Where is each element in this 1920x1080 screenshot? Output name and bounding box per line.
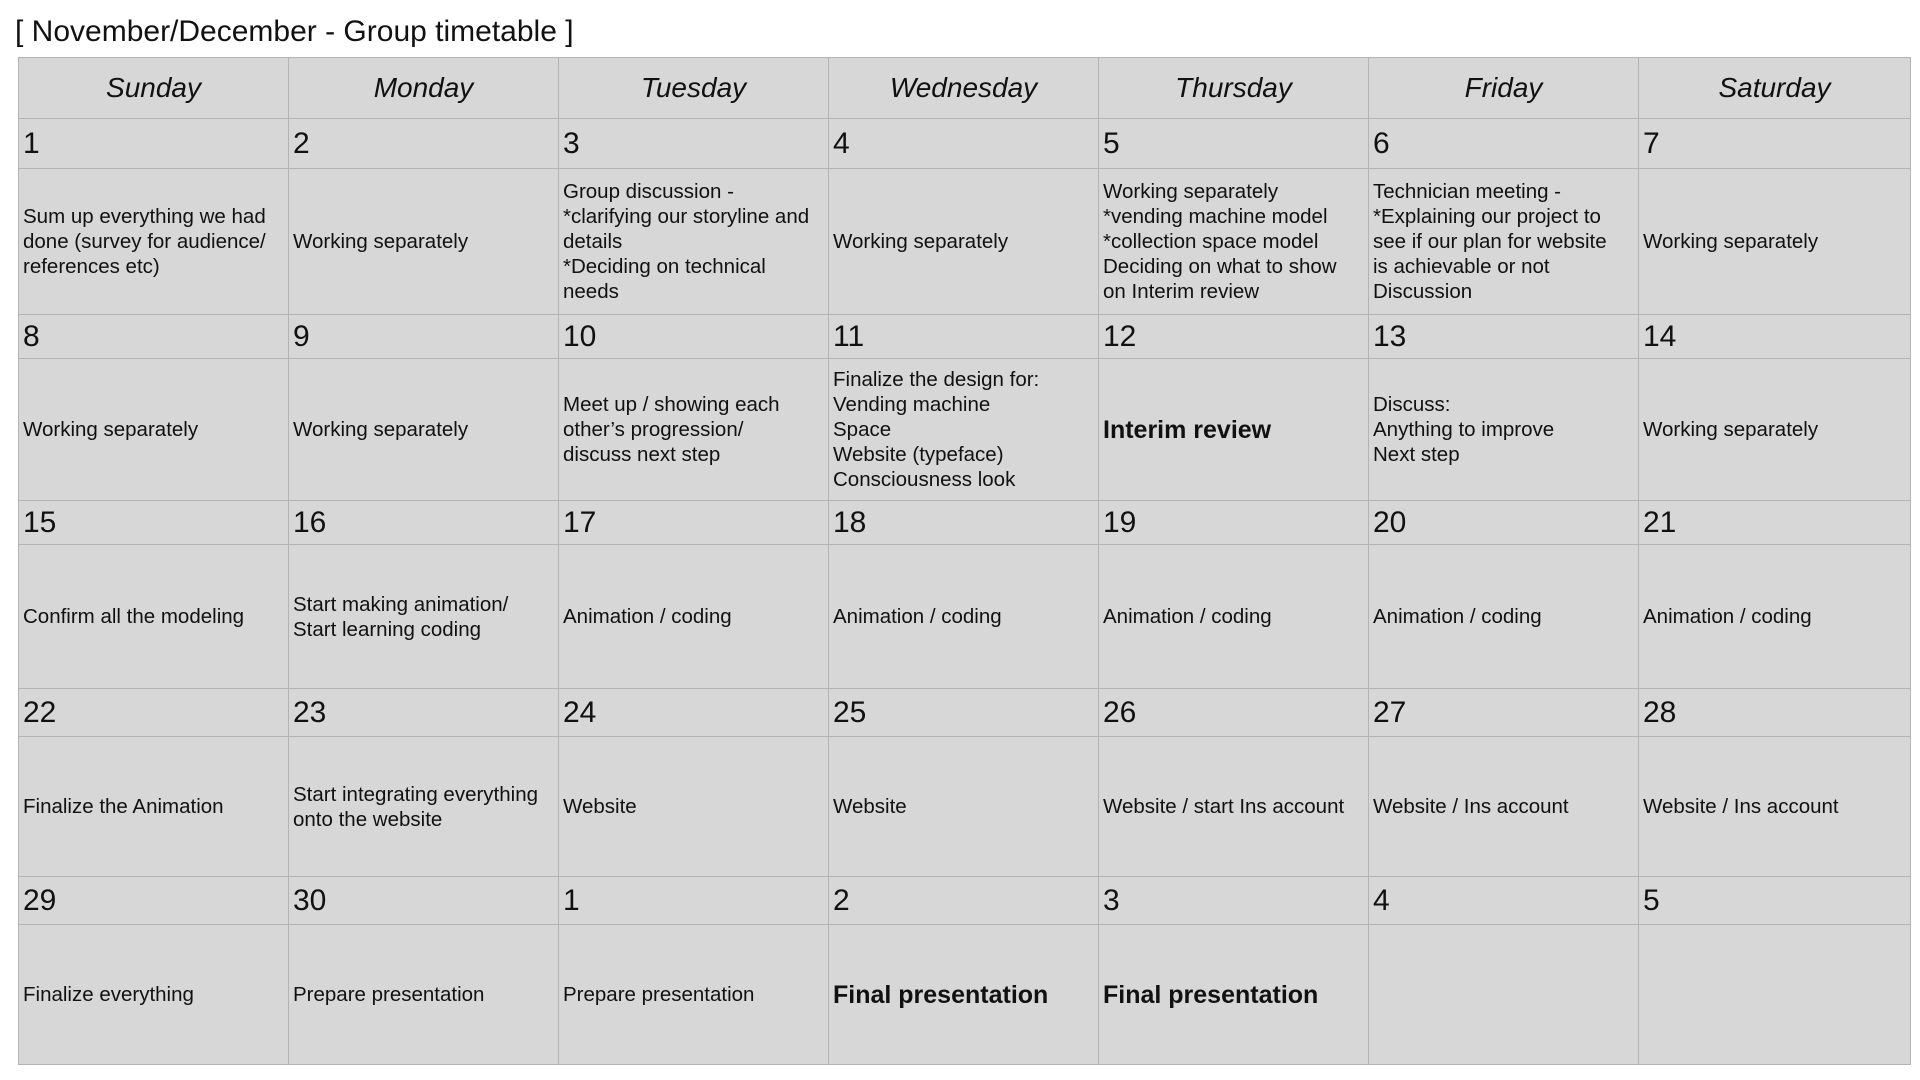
event-cell: Working separately bbox=[289, 169, 559, 315]
date-row-week-4 bbox=[19, 689, 1911, 737]
event-cell: Working separately bbox=[1639, 359, 1911, 501]
event-row-week-4 bbox=[19, 737, 1911, 877]
date-cell: 27 bbox=[1369, 689, 1639, 737]
event-cell: Animation / coding bbox=[1099, 545, 1369, 689]
event-cell: Website / Ins account bbox=[1639, 737, 1911, 877]
date-cell: 3 bbox=[1099, 877, 1369, 925]
event-cell: Working separately bbox=[829, 169, 1099, 315]
date-cell: 1 bbox=[19, 119, 289, 169]
date-cell: 24 bbox=[559, 689, 829, 737]
date-cell: 29 bbox=[19, 877, 289, 925]
timetable-calendar bbox=[18, 57, 1911, 1065]
date-cell: 30 bbox=[289, 877, 559, 925]
date-cell: 18 bbox=[829, 501, 1099, 545]
date-cell: 14 bbox=[1639, 315, 1911, 359]
event-cell: Animation / coding bbox=[1639, 545, 1911, 689]
event-cell: Start making animation/ Start learning coding bbox=[289, 545, 559, 689]
event-cell: Sum up everything we had done (survey for audience/ references etc) bbox=[19, 169, 289, 315]
date-cell: 28 bbox=[1639, 689, 1911, 737]
event-cell-final-presentation: Final presentation bbox=[1099, 925, 1369, 1065]
date-cell: 8 bbox=[19, 315, 289, 359]
event-cell-interim-review: Interim review bbox=[1099, 359, 1369, 501]
event-cell: Confirm all the modeling bbox=[19, 545, 289, 689]
event-cell: Animation / coding bbox=[1369, 545, 1639, 689]
date-row-week-5 bbox=[19, 877, 1911, 925]
event-cell: Website bbox=[559, 737, 829, 877]
event-cell: Finalize the design for: Vending machine Space Website (typeface) Consciousness look bbox=[829, 359, 1099, 501]
weekday-header-saturday: Saturday bbox=[1639, 58, 1911, 119]
date-cell: 12 bbox=[1099, 315, 1369, 359]
date-cell: 5 bbox=[1639, 877, 1911, 925]
date-cell: 9 bbox=[289, 315, 559, 359]
event-row-week-5 bbox=[19, 925, 1911, 1065]
date-cell: 2 bbox=[289, 119, 559, 169]
date-cell: 17 bbox=[559, 501, 829, 545]
weekday-header-thursday: Thursday bbox=[1099, 58, 1369, 119]
date-cell: 2 bbox=[829, 877, 1099, 925]
event-cell: Technician meeting - *Explaining our project to see if our plan for website is achievable or not Discussion bbox=[1369, 169, 1639, 315]
event-cell-empty bbox=[1369, 925, 1639, 1065]
date-cell: 4 bbox=[1369, 877, 1639, 925]
event-cell-final-presentation: Final presentation bbox=[829, 925, 1099, 1065]
weekday-header-wednesday: Wednesday bbox=[829, 58, 1099, 119]
event-cell: Meet up / showing each other’s progression/ discuss next step bbox=[559, 359, 829, 501]
page-title: [ November/December - Group timetable ] bbox=[15, 15, 574, 48]
date-cell: 15 bbox=[19, 501, 289, 545]
event-cell: Prepare presentation bbox=[559, 925, 829, 1065]
event-cell: Working separately bbox=[289, 359, 559, 501]
event-row-week-2 bbox=[19, 359, 1911, 501]
date-cell: 19 bbox=[1099, 501, 1369, 545]
event-cell: Prepare presentation bbox=[289, 925, 559, 1065]
event-cell: Animation / coding bbox=[559, 545, 829, 689]
date-row-week-2 bbox=[19, 315, 1911, 359]
date-cell: 4 bbox=[829, 119, 1099, 169]
date-cell: 5 bbox=[1099, 119, 1369, 169]
event-cell: Working separately bbox=[19, 359, 289, 501]
date-cell: 16 bbox=[289, 501, 559, 545]
event-cell: Animation / coding bbox=[829, 545, 1099, 689]
event-cell: Finalize everything bbox=[19, 925, 289, 1065]
event-cell: Working separately *vending machine model *collection space model Deciding on what to show on Interim review bbox=[1099, 169, 1369, 315]
event-cell: Working separately bbox=[1639, 169, 1911, 315]
date-cell: 13 bbox=[1369, 315, 1639, 359]
event-cell: Website / Ins account bbox=[1369, 737, 1639, 877]
date-cell: 11 bbox=[829, 315, 1099, 359]
event-cell-empty bbox=[1639, 925, 1911, 1065]
date-cell: 20 bbox=[1369, 501, 1639, 545]
event-cell: Discuss: Anything to improve Next step bbox=[1369, 359, 1639, 501]
date-cell: 22 bbox=[19, 689, 289, 737]
date-cell: 23 bbox=[289, 689, 559, 737]
date-cell: 7 bbox=[1639, 119, 1911, 169]
event-cell: Start integrating everything onto the website bbox=[289, 737, 559, 877]
event-cell: Website bbox=[829, 737, 1099, 877]
date-cell: 1 bbox=[559, 877, 829, 925]
date-cell: 10 bbox=[559, 315, 829, 359]
weekday-header-monday: Monday bbox=[289, 58, 559, 119]
date-cell: 25 bbox=[829, 689, 1099, 737]
date-cell: 21 bbox=[1639, 501, 1911, 545]
event-row-week-1 bbox=[19, 169, 1911, 315]
date-cell: 26 bbox=[1099, 689, 1369, 737]
date-cell: 3 bbox=[559, 119, 829, 169]
event-cell: Finalize the Animation bbox=[19, 737, 289, 877]
date-cell: 6 bbox=[1369, 119, 1639, 169]
date-row-week-1 bbox=[19, 119, 1911, 169]
date-row-week-3 bbox=[19, 501, 1911, 545]
weekday-header-row bbox=[19, 58, 1911, 119]
event-cell: Group discussion - *clarifying our storyline and details *Deciding on technical needs bbox=[559, 169, 829, 315]
weekday-header-tuesday: Tuesday bbox=[559, 58, 829, 119]
weekday-header-sunday: Sunday bbox=[19, 58, 289, 119]
weekday-header-friday: Friday bbox=[1369, 58, 1639, 119]
event-row-week-3 bbox=[19, 545, 1911, 689]
event-cell: Website / start Ins account bbox=[1099, 737, 1369, 877]
